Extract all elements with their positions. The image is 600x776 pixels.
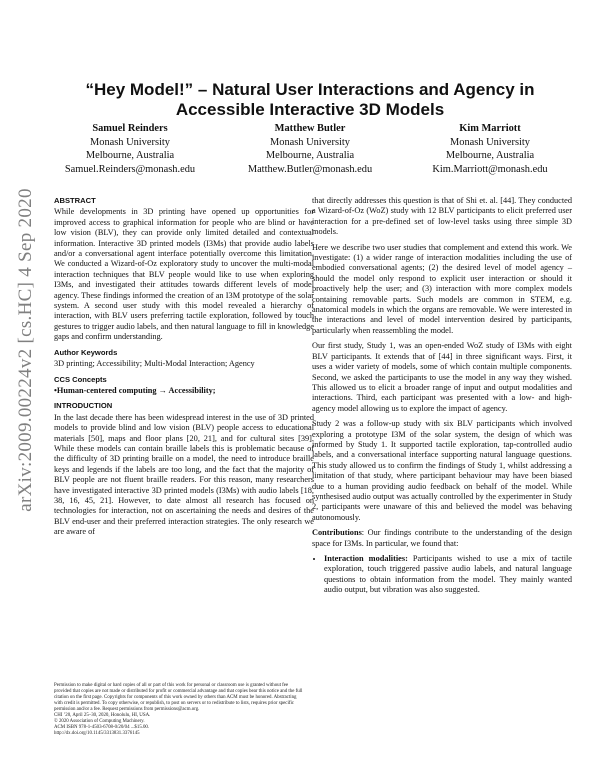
contributions-text: : Our findings contribute to the understanding of the design space for I3Ms. In particular, we found that: <box>312 528 572 548</box>
author-2 <box>220 122 400 176</box>
contributions-lead: Contributions <box>312 528 362 538</box>
copyright-line: © 2020 Association of Computing Machinery. <box>54 719 145 724</box>
author-affiliation: Monash University <box>90 136 170 148</box>
author-name: Matthew Butler <box>274 123 346 134</box>
abstract-heading: ABSTRACT <box>54 196 96 205</box>
author-email: Kim.Marriott@monash.edu <box>432 163 548 175</box>
author-affiliation: Monash University <box>270 136 350 148</box>
list-item <box>324 554 572 596</box>
arxiv-side-identifier <box>6 180 46 520</box>
keywords-heading: Author Keywords <box>54 347 118 357</box>
author-3 <box>400 122 580 176</box>
introduction-text: In the last decade there has been widespread interest in the use of 3D printed models to provide blind and low vision (BLV) people access to educational materials [50], maps and floor plans [20, 21], and for cultural sites [39]. While these models can contain braille labels this is problematic because of the difficulty of 3D printing braille on a model, the need to introduce braille keys and legends if the labels are too long, and the fact that the majority of BLV people are not fluent braille readers. For this reason, many researchers have investigated interactive 3D printed models (I3Ms) with audio labels [18, 38, 16, 45, 21]. However, to date almost all research has focused on technologies for interaction, not on ascertaining the needs and desires of the BLV end-user and their preferred interaction strategies. The only research we are aware of <box>54 412 314 537</box>
author-1 <box>40 122 220 176</box>
copyright-footnote <box>54 683 304 737</box>
paragraph-2: Here we describe two user studies that complement and extend this work. We investigate: (1) a wider range of interaction modalities including the use of embodied conversational agents; (2) the desired level of model agency – should the model only respond to explicit user interaction or should it proactively help the user; and (3) interaction with more complex models containing removable parts. Such models are common in STEM, e.g. anatomical models in which the organs are removable. We were interested in the interactions and level of model intervention desired by participants, particularly when reassembling the model. <box>312 242 572 335</box>
author-email: Samuel.Reinders@monash.edu <box>64 163 196 175</box>
author-location: Melbourne, Australia <box>445 150 535 161</box>
conference-line: CHI ’20, April 25–30, 2020, Honolulu, HI, USA. <box>54 713 151 718</box>
paragraph-3: Our first study, Study 1, was an open-ended WoZ study of I3Ms with eight BLV participants. It extends that of [44] in three significant ways. First, it uses a wider variety of models, some of which contain multiple components. Second, we asked the participants to use the model in any way they wished. This allowed us to elicit a broader range of input and output modalities and interactions. Third, each participant was presented with a low- and high-agency model allowing us to explore the impact of agency. <box>312 341 572 413</box>
introduction-heading: INTRODUCTION <box>54 401 113 411</box>
bullet-lead: Interaction modalities: <box>324 554 408 563</box>
contributions-list <box>312 554 572 596</box>
abstract-text: While developments in 3D printing have opened up opportunities for improved access to graphical information for people who are blind or have low vision (BLV), they can provide only limited detailed and contextual information. Interactive 3D printed models (I3Ms) that provide audio labels and/or a conversational agent interface potentially overcome this limitation. We conducted a Wizard-of-Oz exploratory study to uncover the multi-modal interaction techniques that BLV people would like to use when exploring I3Ms, and investigated their attitudes towards different levels of model agency. These findings informed the creation of an I3M prototype of the solar system. A second user study with this model revealed a hierarchy of interaction, with BLV users preferring tactile exploration, followed by touch gestures to trigger audio labels, and then natural language to fill in knowledge gaps and confirm understanding. <box>54 207 314 342</box>
paragraph-1: that directly addresses this question is that of Shi et. al. [44]. They conducted a Wizard-of-Oz (WoZ) study with 12 BLV participants to elicit preferred user interaction for a pre-defined set of low-level tasks using three simple 3D models. <box>312 196 572 237</box>
author-name: Samuel Reinders <box>92 123 168 134</box>
keywords-text: 3D printing; Accessibility; Multi-Modal Interaction; Agency <box>54 359 255 369</box>
author-name: Kim Marriott <box>459 123 521 134</box>
paper-title: “Hey Model!” – Natural User Interactions and Agency in Accessible Interactive 3D Models <box>85 80 535 119</box>
isbn-line: ACM ISBN 978-1-4503-6708-0/20/04 ...$15.00. <box>54 725 150 730</box>
doi-link[interactable]: http://dx.doi.org/10.1145/3313831.3376145 <box>54 731 140 736</box>
author-email: Matthew.Butler@monash.edu <box>247 163 373 175</box>
author-block <box>40 122 580 176</box>
ccs-text: •Human-centered computing → Accessibility; <box>54 385 216 395</box>
paragraph-4: Study 2 was a follow-up study with six BLV participants which involved exploring a prototype I3M of the solar system, the design of which was informed by Study 1. It supported tactile exploration, tap-controlled audio labels, and a conversational interface supporting natural language questions. This study allowed us to confirm the findings of Study 1, whilst addressing a limitation of that study, where participant behaviour may have been biased due to a human providing audio feedback on behalf of the model. While synthesised audio output was actually controlled by the experimenter in Study 2, participants were unaware of this and believed the model was behaving autonomously. <box>312 419 572 522</box>
permission-notice: Permission to make digital or hard copies of all or part of this work for personal or classroom use is granted without fee provided that copies are not made or distributed for profit or commercial advantage and that copies bear this notice and the full citation on the first page. Copyrights for components of this work owned by others than ACM must be honored. Abstracting with credit is permitted. To copy otherwise, or republish, to post on servers or to redistribute to lists, requires prior specific permission and/or a fee. Request permissions from permissions@acm.org. <box>54 683 303 712</box>
left-column <box>54 196 314 543</box>
right-column <box>312 196 572 596</box>
author-affiliation: Monash University <box>450 136 530 148</box>
ccs-heading: CCS Concepts <box>54 374 107 384</box>
bullet-text: Participants wished to use a mix of tactile exploration, touch triggered passive audio labels, and natural language questions to obtain information from the model. They mainly wanted audio output, but vibration was also suggested. <box>324 554 572 595</box>
arxiv-identifier-text: arXiv:2009.00224v2 [cs.HC] 4 Sep 2020 <box>15 188 36 512</box>
contributions-paragraph <box>312 528 572 549</box>
author-location: Melbourne, Australia <box>85 150 175 161</box>
author-location: Melbourne, Australia <box>265 150 355 161</box>
